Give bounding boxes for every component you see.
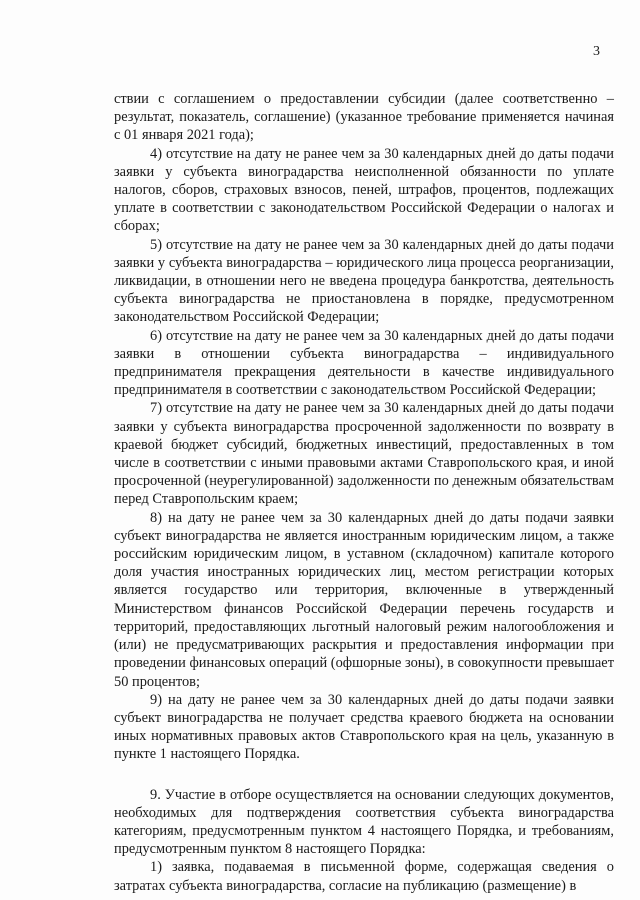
section-9-item-1: 1) заявка, подаваемая в письменной форме, содержащая сведения о затратах субъекта виноградарства, согласие на публикацию (размещение) в bbox=[114, 859, 614, 894]
paragraph-item-8: 8) на дату не ранее чем за 30 календарных дней до даты подачи заявки субъект виноградарства не является иностранным юридическим лицом, а также российским юридическим лицом, в уставном (складочном) капитале которого доля участия иностранных юридических лиц, местом регистрации которых является государство или территория, включенные в утвержденный Министерством финансов Российской Федерации перечень государств и территорий, предоставляющих льготный налоговый режим налогообложения и (или) не предусматривающих раскрытия и предоставления информации при проведении финансовых операций (офшорные зоны), в совокупности превышает 50 процентов; bbox=[114, 509, 614, 690]
paragraph-item-5: 5) отсутствие на дату не ранее чем за 30 календарных дней до даты подачи заявки у субъекта виноградарства – юридического лица процесса реорганизации, ликвидации, в отношении него не введена процедура банкротства, деятельность субъекта виноградарства не приостановлена в порядке, предусмотренном законодательством Российской Федерации; bbox=[114, 236, 614, 326]
page-number: 3 bbox=[593, 44, 600, 59]
section-gap bbox=[114, 764, 614, 786]
paragraph-continuation: ствии с соглашением о предоставлении субсидии (далее соответственно – результат, показатель, соглашение) (указанное требование применяется начиная с 01 января 2021 года); bbox=[114, 91, 614, 144]
document-body bbox=[114, 90, 614, 895]
paragraph-item-6: 6) отсутствие на дату не ранее чем за 30 календарных дней до даты подачи заявки в отношении субъекта виноградарства – индивидуального предпринимателя прекращения деятельности в качестве индивидуального предпринимателя в соответствии с законодательством Российской Федерации; bbox=[114, 327, 614, 399]
section-9-intro: 9. Участие в отборе осуществляется на основании следующих документов, необходимых для подтверждения соответствия субъекта виноградарства категориям, предусмотренным пунктом 4 настоящего Порядка, и требованиям, предусмотренным пунктом 8 настоящего Порядка: bbox=[114, 786, 614, 858]
paragraph-item-9: 9) на дату не ранее чем за 30 календарных дней до даты подачи заявки субъект виноградарства не получает средства краевого бюджета на основании иных нормативных правовых актов Ставропольского края на цель, указанную в пункте 1 настоящего Порядка. bbox=[114, 691, 614, 763]
paragraph-item-4: 4) отсутствие на дату не ранее чем за 30 календарных дней до даты подачи заявки у субъекта виноградарства неисполненной обязанности по уплате налогов, сборов, страховых взносов, пеней, штрафов, процентов, подлежащих уплате в соответствии с законодательством Российской Федерации о налогах и сборах; bbox=[114, 145, 614, 235]
paragraph-item-7: 7) отсутствие на дату не ранее чем за 30 календарных дней до даты подачи заявки у субъекта виноградарства просроченной задолженности по возврату в краевой бюджет субсидий, бюджетных инвестиций, предоставленных в том числе в соответствии с иными правовыми актами Ставропольского края, и иной просроченной (неурегулированной) задолженности по денежным обязательствам перед Ставропольским краем; bbox=[114, 400, 614, 508]
